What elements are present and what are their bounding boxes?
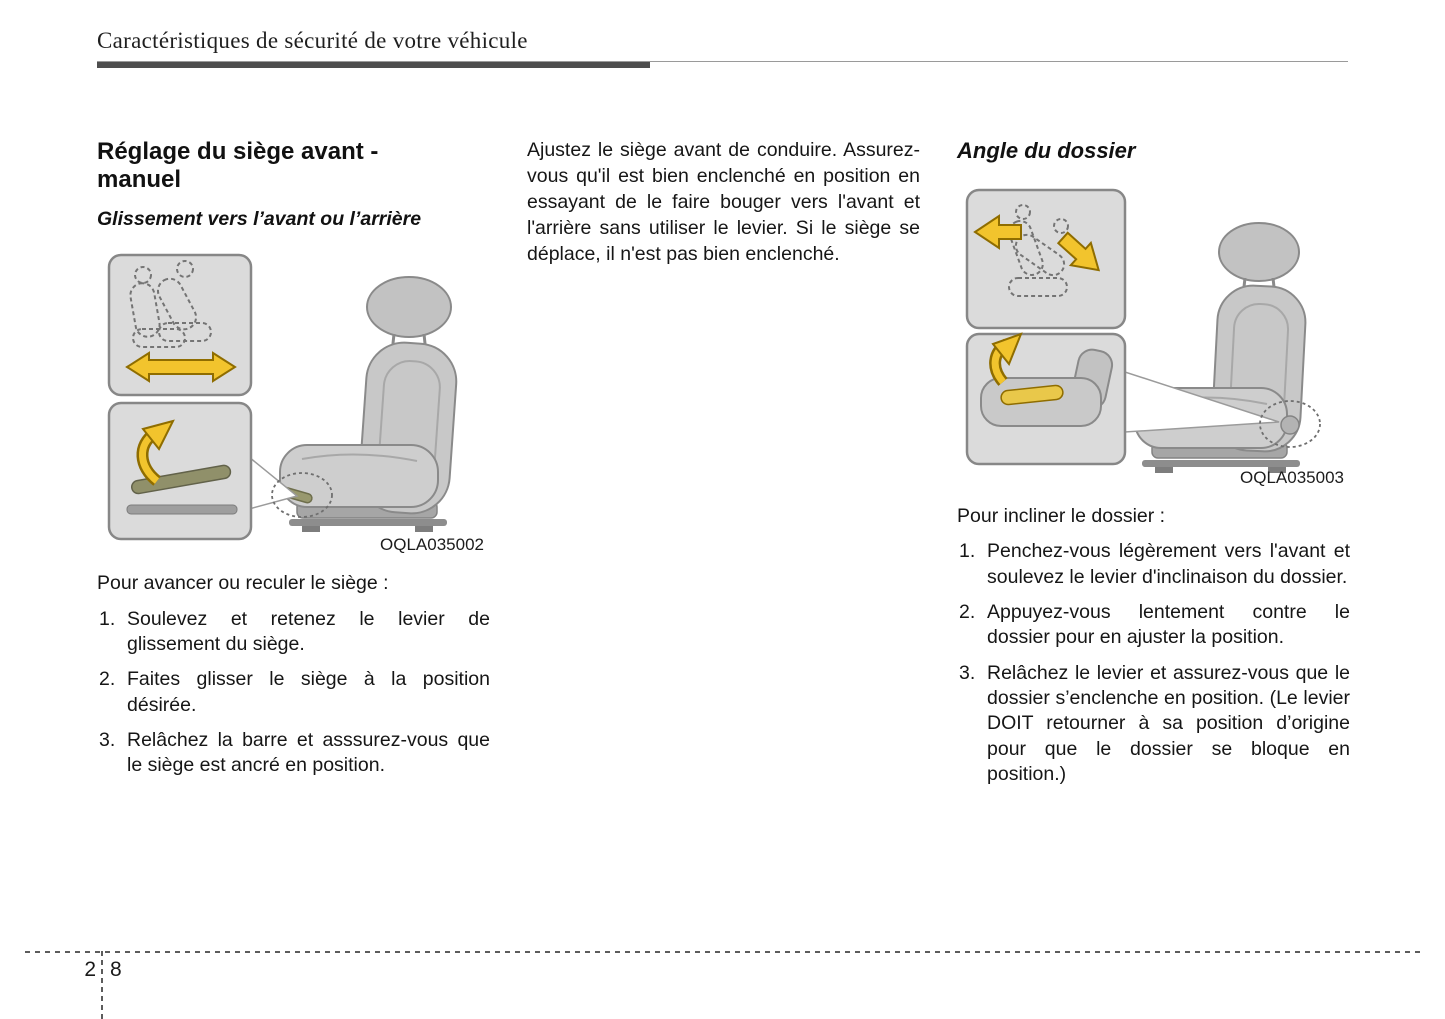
step-item: Soulevez et retenez le levier de glissement du siège.	[127, 607, 490, 655]
step-item: Faites glisser le siège à la position désirée.	[127, 668, 490, 716]
section-seatback-angle	[957, 138, 1350, 797]
list-intro-recline: Pour incliner le dossier :	[957, 505, 1166, 527]
figure-code: OQLA035003	[1240, 468, 1344, 487]
step-item: Relâchez le levier et assurez-vous que le dossier s’enclenche en position. (Le levier DOIT retourner à sa position d’origine pour que le dossier se bloque en position.)	[987, 661, 1350, 786]
inset-recline-diagram	[967, 190, 1125, 328]
header-rule	[97, 61, 1348, 70]
step-item: Penchez-vous légèrement vers l'avant et soulevez le levier d'inclinaison du dossier.	[987, 540, 1350, 588]
chapter-number: 2	[84, 958, 96, 981]
header-rule-thick	[97, 62, 650, 68]
page-number: 8	[110, 958, 122, 981]
inset-slide-lever	[109, 403, 251, 539]
chapter-running-title: Caractéristiques de sécurité de votre véhicule	[97, 28, 528, 53]
section-seat-adjustment	[97, 138, 490, 789]
step-item: Appuyez-vous lentement contre le dossier pour en ajuster la position.	[987, 601, 1350, 649]
section-title-line1: Réglage du siège avant -	[97, 138, 379, 165]
subsection-title-recline: Angle du dossier	[957, 138, 1136, 163]
section-title	[97, 138, 490, 194]
page-header	[97, 28, 1348, 70]
section-title-line2: manuel	[97, 166, 182, 194]
figure-code: OQLA035002	[380, 535, 484, 555]
footer-dashed-rule	[25, 951, 1423, 953]
seat-recline-illustration	[957, 180, 1350, 490]
seat-side-view	[1135, 223, 1307, 473]
list-intro-slide: Pour avancer ou reculer le siège :	[97, 572, 389, 595]
subsection-title-slide: Glissement vers l’avant ou l’arrière	[97, 208, 422, 231]
steps-recline	[957, 539, 1350, 787]
figure-seat-slide	[97, 247, 490, 557]
seat-slide-illustration	[97, 247, 490, 557]
warning-paragraph: Ajustez le siège avant de conduire. Assurez-vous qu'il est bien enclenché en position en essayant de le faire bouger vers l'avant et l'arrière sans utiliser le levier. Si le siège se déplace, il n'est pas bien enclenché.	[527, 139, 920, 265]
inset-slide-diagram	[109, 255, 251, 395]
content-columns	[97, 138, 1350, 797]
inset-recline-lever	[967, 334, 1125, 464]
steps-slide	[97, 607, 490, 779]
footer-dashed-divider	[101, 951, 103, 1019]
section-slide-warning	[527, 138, 920, 268]
step-item: Relâchez la barre et asssurez-vous que le siège est ancré en position.	[127, 728, 490, 777]
figure-seatback-angle	[957, 180, 1350, 490]
